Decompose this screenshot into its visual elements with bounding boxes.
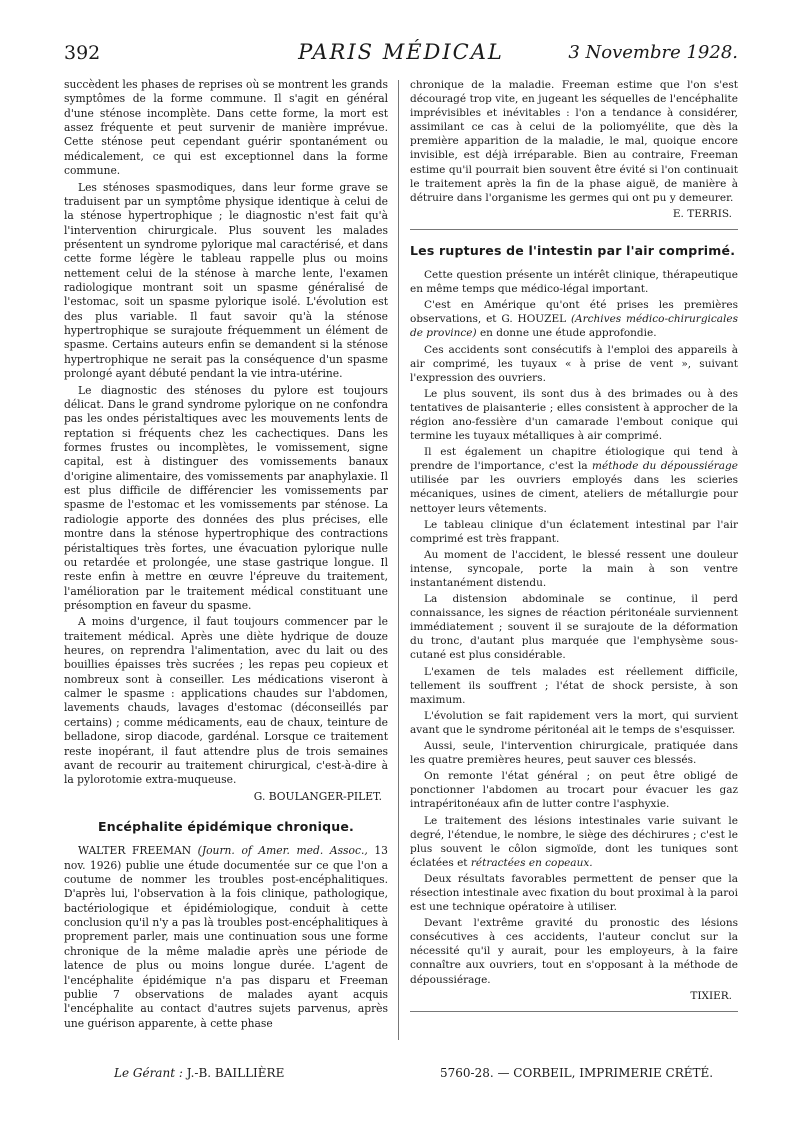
author-signature: G. BOULANGER-PILET. bbox=[253, 789, 382, 803]
paragraph bbox=[410, 814, 738, 870]
section-title-encephalite: Encéphalite épidémique chronique. bbox=[97, 818, 355, 834]
paragraph: chronique de la maladie. Freeman estime que l'on s'est découragé trop vite, en jugeant les séquelles de l'encéphalite imprévisibles et inévitables : l'on a tendance à considérer, assimilant ce cas à celui de la poliomyélite, que dès la première apparition de la maladie, le mal, quoique encore invisible, est déjà irréparable. Bien au contraire, Freeman estime qu'il pourrait bien souvent être évité si l'on continuait le traitement après la fin de la phase aiguë, de manière à détruire dans l'organisme les germes qui ont pu y demeurer. bbox=[410, 79, 738, 204]
paragraph: Cette question présente un intérêt clinique, thérapeutique en même temps que médico-légal important. bbox=[410, 269, 738, 296]
italic-term: méthode du dépoussiérage bbox=[592, 460, 738, 473]
paragraph: Le diagnostic des sténoses du pylore est toujours délicat. Dans le grand syndrome pylorique on ne confondra pas les ondes péristaltiques avec les mouvements lents de reptation si fréquents chez les cachectiques. Dans les formes frustes ou incomplètes, le vomissement, signe capital, est à distinguer des vomissements banaux d'origine alimentaire, des vomissements par anaphylaxie. Il est plus difficile de différencier les vomissements par spasme de l'estomac et les vomissements par sténose. La radiologie apporte des données des plus précises, elle montre dans la sténose hypertrophique des contractions péristaltiques très fortes, une évacuation pylorique nulle ou retardée et prolongée, une stase gastrique longue. Il reste enfin à mettre en œuvre l'épreuve du traitement, l'amélioration par le traitement médical constituant une présomption en faveur du spasme. bbox=[64, 383, 388, 612]
cited-author: HOUZEL bbox=[517, 313, 567, 326]
paragraph: Les sténoses spasmodiques, dans leur forme grave se traduisent par un symptôme physique identique à celui de la sténose hypertrophique ; le diagnostic n'est fait qu'à l'intervention chirurgicale. Plus souvent les malades présentent un syndrome pylorique mal caractérisé, et dans cette forme légère le tableau rappelle plus ou moins nettement celui de la sténose à marche lente, l'examen radiologique montrant soit un spasme généralisé de l'estomac, soit un spasme pylorique isolé. L'évolution est des plus variable. Il faut savoir qu'à la sténose hypertrophique se surajoute fréquemment un élément de spasme. Certains auteurs enfin se demandent si la sténose hypertrophique ne serait pas la conséquence d'un spasme prolongé ayant débuté pendant la vie intra-utérine. bbox=[64, 180, 388, 381]
paragraph: L'évolution se fait rapidement vers la mort, qui survient avant que le syndrome péritonéal ait le temps de s'esquisser. bbox=[410, 709, 738, 736]
page-header bbox=[64, 40, 738, 70]
journal-reference: (Archives médico-chirurgicales de province) bbox=[410, 313, 739, 340]
paragraph: Aussi, seule, l'intervention chirurgicale, pratiquée dans les quatre premières heures, peut sauver ces blessés. bbox=[410, 740, 738, 767]
end-divider bbox=[410, 1011, 738, 1012]
issue-date: 3 Novembre 1928. bbox=[568, 42, 738, 63]
paragraph: L'examen de tels malades est réellement difficile, tellement ils souffrent ; l'état de shock persiste, à son maximum. bbox=[410, 665, 738, 706]
paragraph: Le plus souvent, ils sont dus à des brimades ou à des tentatives de plaisanterie ; elles consistent à approcher de la région ano-fessière d'un camarade l'embout conique qui termine les tuyaux métalliques à air comprimé. bbox=[410, 387, 738, 443]
paragraph bbox=[64, 844, 388, 1031]
page-number: 392 bbox=[64, 42, 101, 64]
left-column bbox=[64, 78, 388, 1038]
paragraph-text: Le traitement des lésions intestinales varie suivant le degré, l'étendue, le nombre, le siège des déchirures ; c'est le plus souvent le côlon sigmoïde, dont les tuniques sont éclatées et bbox=[410, 814, 738, 869]
journal-title: PARIS MÉDICAL bbox=[298, 40, 504, 64]
paragraph: La distension abdominale se continue, il perd connaissance, les signes de réaction péritonéale surviennent immédiatement ; souvent il se surajoute de la déformation du tronc, d'autant plus marquée que l'emphysème sous-cutané est plus considérable. bbox=[410, 593, 738, 662]
cited-author: WALTER FREEMAN bbox=[78, 844, 192, 858]
paragraph: Au moment de l'accident, le blessé ressent une douleur intense, syncopale, porte la main à son ventre instantanément distendu. bbox=[410, 548, 738, 589]
section-divider bbox=[410, 229, 738, 230]
gerant-name: J.-B. BAILLIÈRE bbox=[186, 1066, 285, 1080]
gerant-line bbox=[114, 1066, 284, 1080]
paragraph: A moins d'urgence, il faut toujours commencer par le traitement médical. Après une diète hydrique de douze heures, on reprendra l'alimentation, avec du lait ou des bouillies épaisses très sucrées ; les repas peu copieux et nombreux sont à conseiller. Les médications viseront à calmer le spasme : applications chaudes sur l'abdomen, lavements chauds, lavages d'estomac (déconseillés par certains) ; comme médicaments, eau de chaux, teinture de belladone, sirop diacode, gardénal. Lorsque ce traitement reste inopérant, il faut attendre plus de trois semaines avant de recourir au traitement chirurgical, c'est-à-dire à la pylorotomie extra-muqueuse. bbox=[64, 615, 388, 787]
paragraph: succèdent les phases de reprises où se montrent les grands symptômes de la forme commune. Il s'agit en général d'une sténose incomplète. Dans cette forme, la mort est assez fréquente et peut survenir de manière imprévue. Cette sténose peut cependant guérir spontanément ou médicalement, ce qui est exceptionnel dans la forme commune. bbox=[64, 78, 388, 178]
paragraph-text: C'est en Amérique qu'ont été prises les premières observations, et G. bbox=[410, 299, 738, 326]
italic-term: rétractées en copeaux. bbox=[470, 856, 593, 869]
paragraph-text: 13 nov. 1926) publie une étude documentée sur ce que l'on a coutume de nommer les troubles post-encéphalitiques. D'après lui, l'observation à la fois clinique, pathologique, bactériologique et épidémiologique, conduit à cette conclusion qu'il n'y a pas là troubles post-encéphalitiques à proprement parler, mais une continuation sous une forme chronique de la même maladie après une période de latence de plus ou moins longue durée. L'agent de l'encéphalite épidémique n'a pas disparu et Freeman publie 7 observations de malades ayant acquis l'encéphalite au contact d'autres sujets parvenus, après une guérison apparente, à cette phase bbox=[64, 844, 388, 1030]
paragraph bbox=[410, 445, 738, 515]
column-divider bbox=[398, 80, 399, 1040]
paragraph-text: en donne une étude approfondie. bbox=[479, 327, 657, 340]
paragraph: On remonte l'état général ; on peut être obligé de ponctionner l'abdomen au trocart pour évacuer les gaz intrapéritonéaux afin de lutter contre l'asphyxie. bbox=[410, 770, 738, 811]
section-title-ruptures: Les ruptures de l'intestin par l'air comprimé. bbox=[410, 242, 736, 258]
right-column bbox=[410, 78, 738, 1038]
paragraph: Deux résultats favorables permettent de penser que la résection intestinale avec fixation du bout proximal à la paroi est une technique opératoire à utiliser. bbox=[410, 872, 738, 914]
printer-line: 5760-28. — CORBEIL, IMPRIMERIE CRÉTÉ. bbox=[440, 1066, 714, 1080]
paragraph-text: Il est également un chapitre étiologique qui tend à prendre de l'importance, c'est la bbox=[410, 446, 738, 473]
author-signature: TIXIER. bbox=[690, 989, 732, 1002]
gerant-label: Le Gérant : bbox=[114, 1066, 183, 1080]
page-footer bbox=[64, 1066, 738, 1088]
journal-reference: (Journ. of Amer. med. Assoc., bbox=[197, 844, 368, 858]
author-signature: E. TERRIS. bbox=[672, 207, 732, 220]
paragraph-text: utilisée par les ouvriers employés dans les scieries mécaniques, usines de ciment, ateliers de métallurgie pour nettoyer leurs vêtements. bbox=[410, 474, 738, 515]
paragraph: Devant l'extrême gravité du pronostic des lésions consécutives à ces accidents, l'auteur conclut sur la nécessité qu'il y aurait, pour les employeurs, à la faire connaître aux ouvriers, tout en s'opposant à la méthode de dépoussiérage. bbox=[410, 917, 738, 986]
paragraph bbox=[410, 298, 738, 340]
paragraph: Le tableau clinique d'un éclatement intestinal par l'air comprimé est très frappant. bbox=[410, 518, 738, 545]
paragraph: Ces accidents sont consécutifs à l'emploi des appareils à air comprimé, les tuyaux « à prise de vent », suivant l'expression des ouvriers. bbox=[410, 343, 738, 384]
